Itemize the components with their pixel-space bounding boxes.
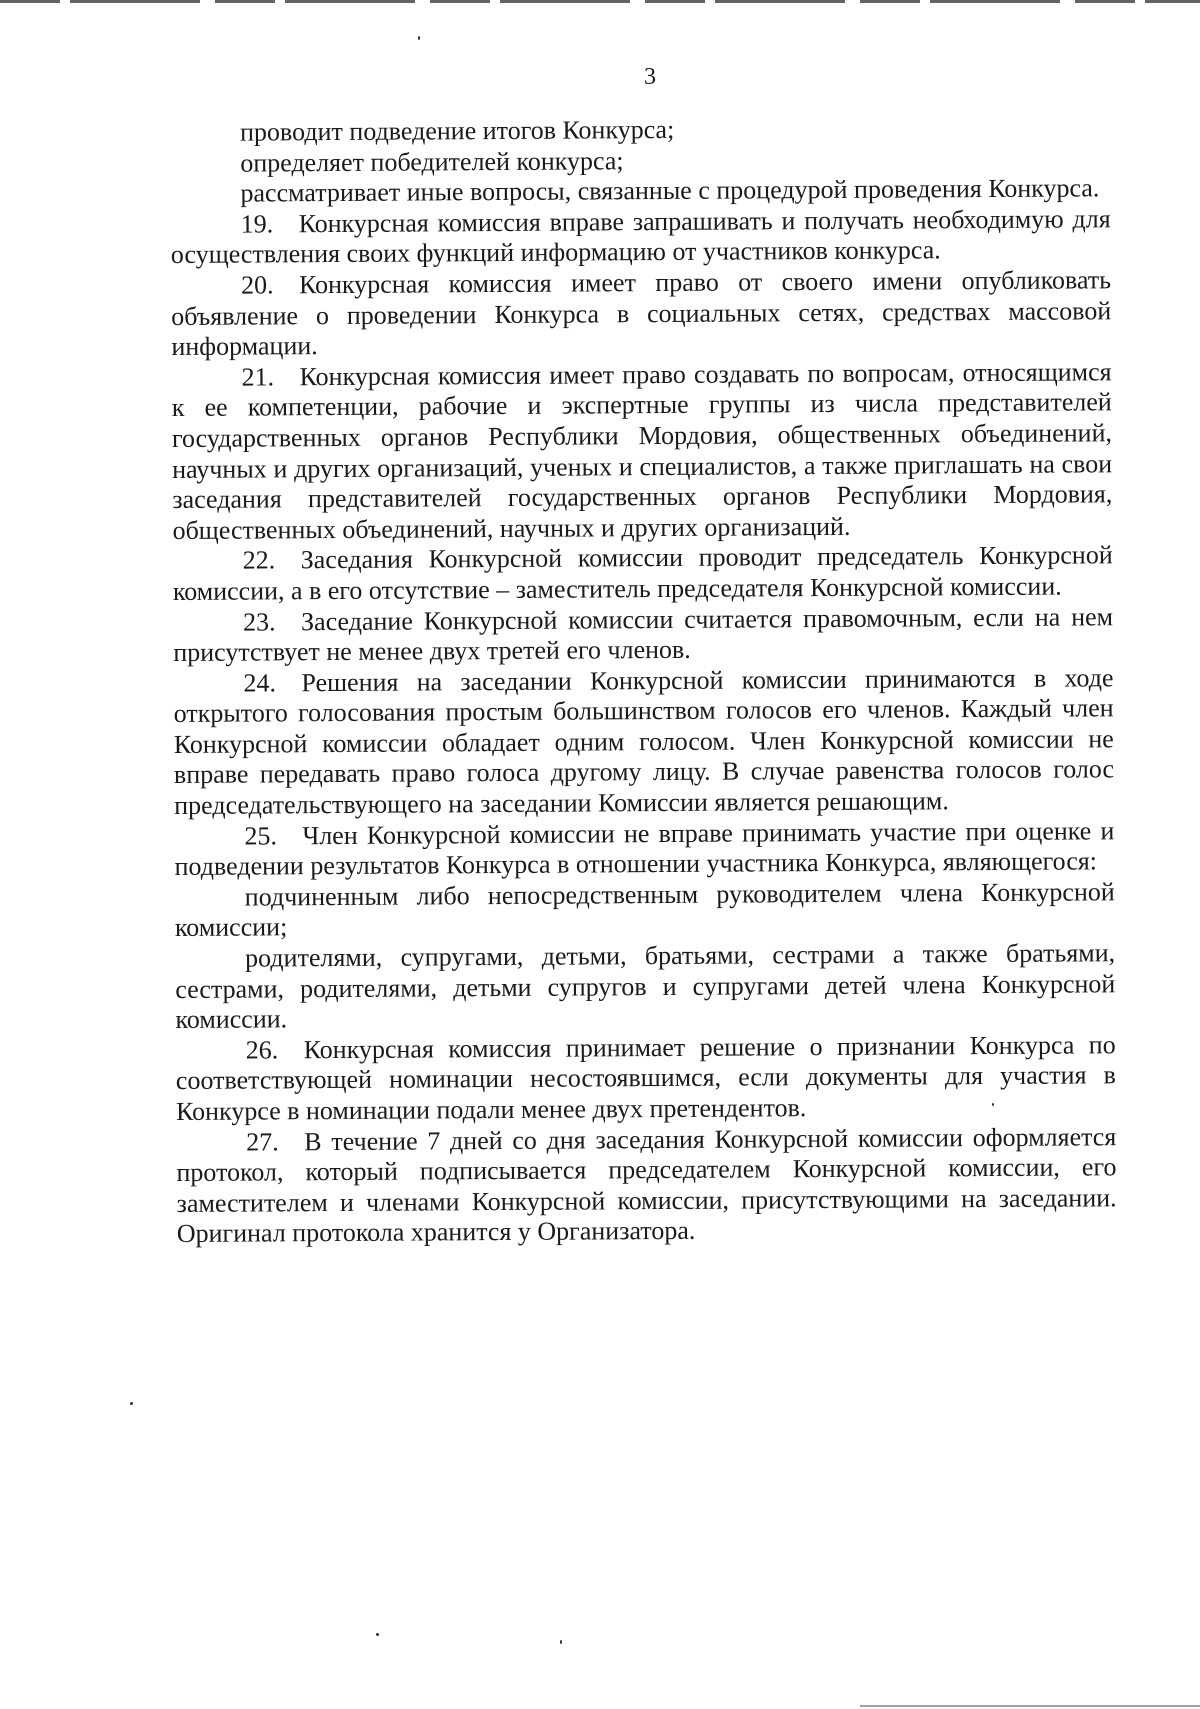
paragraph-text: Конкурсная комиссия вправе запрашивать и получать необходимую для осуществления своих функций информацию от участников конкурса. (170, 204, 1111, 270)
paragraph-text: родителями, супругами, детьми, братьями, сестрами а также братьями, сестрами, родителями, детьми супругов и супругами детей члена Конкурсной комиссии. (175, 938, 1116, 1035)
paragraph-text: подчиненным либо непосредственным руководителем члена Конкурсной комиссии; (174, 877, 1115, 943)
paragraph-number: 22. (242, 545, 276, 575)
paragraph-text: Заседания Конкурсной комиссии проводит председатель Конкурсной комиссии, а в его отсутствие – заместитель председателя Конкурсной комиссии. (172, 540, 1113, 606)
paragraph-text: Конкурсная комиссия принимает решение о признании Конкурса по соответствующей номинации несостоявшимся, если документы для участия в Конкурсе в номинации подали менее двух претендентов. (175, 1030, 1116, 1126)
numbered-paragraph (173, 663, 1114, 822)
scan-speck (560, 1640, 562, 1644)
scan-edge-bottom (860, 1705, 1200, 1707)
paragraph-number: 20. (240, 270, 274, 300)
paragraph-number: 21. (241, 362, 275, 392)
numbered-paragraph (171, 204, 1111, 271)
paragraph-text: Член Конкурсной комиссии не вправе принимать участие при оценке и подведении результатов Конкурса в отношении участника Конкурса, являющегося: (174, 815, 1115, 882)
scan-speck (130, 1402, 133, 1405)
document-body (170, 112, 1117, 1250)
scan-edge-top (0, 0, 1200, 3)
paragraph-number: 24. (243, 668, 277, 698)
paragraph-number: 23. (242, 606, 276, 637)
paragraph-text: Решения на заседании Конкурсной комиссии принимаются в ходе открытого голосования простым большинством голосов его членов. Каждый член Конкурсной комиссии обладает одним голосом. Член Конкурсной комиссии не вправе передавать право голоса другому лицу. В случае равенства голосов голос председательствующего на заседании Комиссии является решающим. (173, 662, 1115, 821)
paragraph-text: В течение 7 дней со дня заседания Конкурсной комиссии оформляется протокол, который подписывается председателем Конкурсной комиссии, его заместителем и членами Конкурсной комиссии, присутствующими на заседании. Оригинал протокола хранится у Организатора. (176, 1121, 1117, 1249)
paragraph-number: 26. (245, 1035, 279, 1065)
numbered-paragraph (171, 357, 1112, 546)
paragraph-text: рассматривает иные вопросы, связанные с процедурой проведения Конкурса. (240, 173, 1100, 208)
paragraph-text: проводит подведение итогов Конкурса; (239, 114, 675, 147)
list-paragraph (175, 938, 1116, 1036)
numbered-paragraph (173, 602, 1113, 669)
paragraph-text: определяет победителей конкурса; (240, 145, 624, 178)
paragraph-text: Конкурсная комиссия имеет право создавать по вопросам, относящимся к ее компетенции, рабочие и экспертные группы из числа представителей государственных органов Республики Мордовия, общественных объединений, научных и других организаций, ученых и специалистов, а также приглашать на свои заседания представителей государственных органов Республики Мордовия, общественных объединений, научных и других организаций. (171, 357, 1113, 545)
scan-speck (992, 1103, 994, 1106)
paragraph-number: 27. (246, 1126, 279, 1157)
scan-speck (376, 1633, 379, 1636)
numbered-paragraph (176, 1122, 1117, 1250)
page-number: 3 (644, 64, 656, 90)
paragraph-text: Заседание Конкурсной комиссии считается правомочным, если на нем присутствует не менее двух третей его членов. (173, 601, 1114, 668)
paragraph-number: 19. (240, 209, 274, 239)
paragraph-number: 25. (244, 821, 277, 851)
numbered-paragraph (176, 1030, 1117, 1128)
numbered-paragraph (173, 541, 1113, 608)
paragraph-text: Конкурсная комиссия имеет право от своего имени опубликовать объявление о проведении Конкурса в социальных сетях, средствах массовой информации. (171, 265, 1112, 362)
numbered-paragraph (174, 816, 1114, 883)
numbered-paragraph (171, 265, 1112, 363)
list-paragraph (175, 877, 1115, 944)
scan-speck (418, 36, 420, 40)
